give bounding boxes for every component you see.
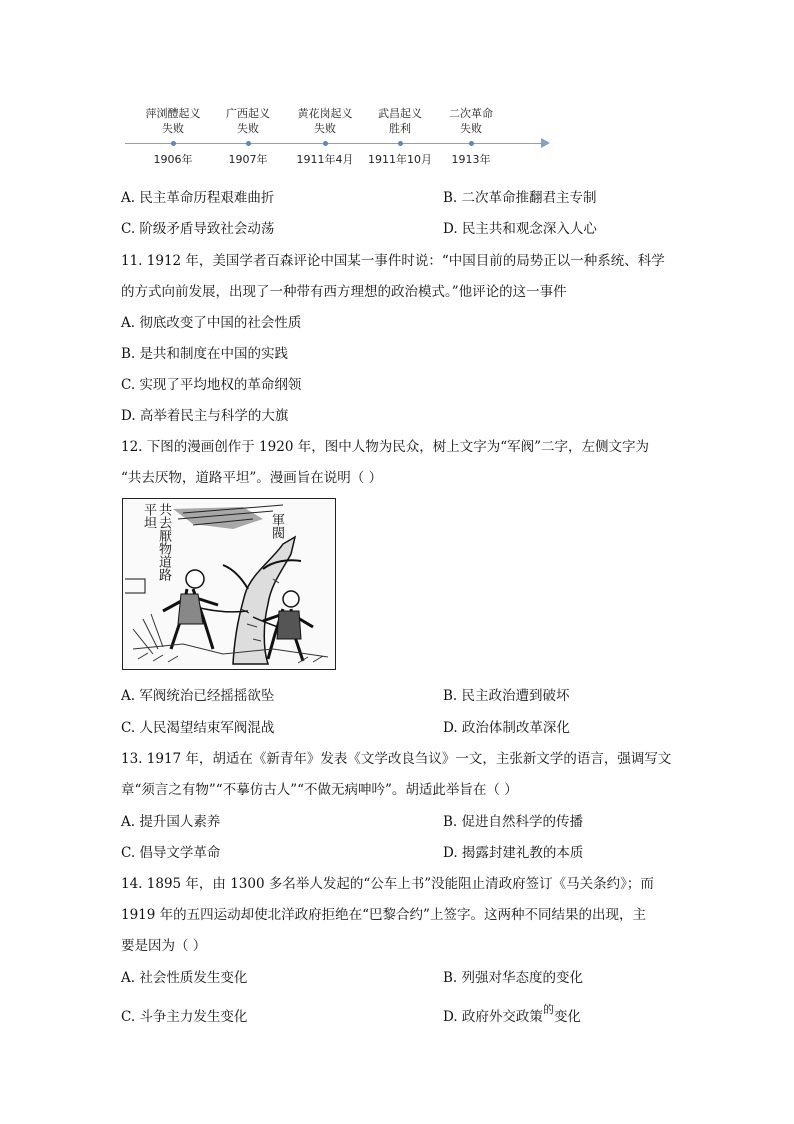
timeline-dot: [323, 141, 328, 146]
q14-option-a: A. 社会性质发生变化: [121, 970, 248, 986]
q14-option-d-raised-char: 的: [542, 1003, 554, 1016]
q10-option-c: C. 阶级矛盾导致社会动荡: [121, 221, 275, 237]
timeline-year: 1911年4月: [296, 153, 354, 166]
q10-option-d: D. 民主共和观念深入人心: [443, 221, 597, 237]
timeline-year: 1907年: [228, 153, 268, 166]
q14-stem-line3: 要是因为（ ）: [121, 938, 207, 954]
cartoon-tree-text: 軍閥: [269, 513, 284, 539]
q10-option-b: B. 二次革命推翻君主专制: [443, 190, 597, 206]
timeline-dot: [246, 141, 251, 146]
timeline-year: 1906年: [153, 153, 193, 166]
q12-option-b: B. 民主政治遭到破坏: [443, 688, 570, 704]
q12-option-a: A. 军阀统治已经摇摇欲坠: [121, 688, 275, 704]
q13-stem-line1: 13. 1917 年，胡适在《新青年》发表《文学改良刍议》一文，主张新文学的语言，强调写文: [121, 751, 672, 767]
timeline-dot: [469, 141, 474, 146]
timeline-axis: [125, 143, 545, 144]
q11-stem-line1: 11. 1912 年，美国学者百森评论中国某一事件时说：“中国目前的局势正以一种系统、科学: [121, 253, 665, 269]
q14-stem-line2: 1919 年的五四运动却使北洋政府拒绝在“巴黎合约”上签字。这两种不同结果的出现，主: [121, 907, 646, 923]
timeline-event-label: 萍浏醴起义 失败: [145, 107, 201, 135]
timeline-dot: [398, 141, 403, 146]
q12-option-c: C. 人民渴望结束军阀混战: [121, 720, 275, 736]
q11-option-a: A. 彻底改变了中国的社会性质: [121, 315, 302, 331]
q10-option-a: A. 民主革命历程艰难曲折: [121, 190, 275, 206]
q14-stem-line1: 14. 1895 年，由 1300 多名举人发起的“公车上书”没能阻止清政府签订《马关条约》；而: [121, 876, 654, 892]
q13-option-d: D. 揭露封建礼教的本质: [443, 845, 584, 861]
cartoon-caption-text: 共去厭物道路平坦: [141, 503, 171, 581]
q14-option-d: [443, 1005, 581, 1025]
q11-option-d: D. 高举着民主与科学的大旗: [121, 408, 289, 424]
q12-option-d: D. 政治体制改革深化: [443, 720, 570, 736]
q12-stem-line2: “共去厌物，道路平坦”。漫画旨在说明（ ）: [121, 470, 383, 486]
timeline-dot: [171, 141, 176, 146]
timeline-event-label: 广西起义 失败: [226, 107, 270, 135]
q14-option-b: B. 列强对华态度的变化: [443, 970, 584, 986]
timeline-figure: [125, 100, 555, 170]
q11-stem-line2: 的方式向前发展，出现了一种带有西方理想的政治模式。”他评论的这一事件: [121, 284, 567, 300]
q13-stem-line2: 章“须言之有物”“不摹仿古人”“不做无病呻吟”。胡适此举旨在（ ）: [121, 782, 518, 798]
q14-option-d-prefix: D. 政府外交政策: [443, 1009, 543, 1025]
q13-option-a: A. 提升国人素养: [121, 814, 221, 830]
q14-option-d-suffix: 变化: [553, 1009, 581, 1025]
timeline-event-label: 二次革命 失败: [449, 107, 493, 135]
timeline-arrow-icon: [541, 138, 550, 148]
q13-option-b: B. 促进自然科学的传播: [443, 814, 584, 830]
q12-stem-line1: 12. 下图的漫画创作于 1920 年，图中人物为民众，树上文字为“军阀”二字，左侧文字为: [121, 439, 650, 455]
timeline-event-label: 武昌起义 胜利: [378, 107, 422, 135]
q14-option-c: C. 斗争主力发生变化: [121, 1009, 248, 1025]
timeline-year: 1911年10月: [368, 153, 432, 166]
cartoon-image: [122, 498, 336, 670]
timeline-year: 1913年: [451, 153, 491, 166]
q11-option-b: B. 是共和制度在中国的实践: [121, 346, 289, 362]
q11-option-c: C. 实现了平均地权的革命纲领: [121, 377, 302, 393]
timeline-event-label: 黄花岗起义 失败: [297, 107, 353, 135]
q13-option-c: C. 倡导文学革命: [121, 845, 221, 861]
